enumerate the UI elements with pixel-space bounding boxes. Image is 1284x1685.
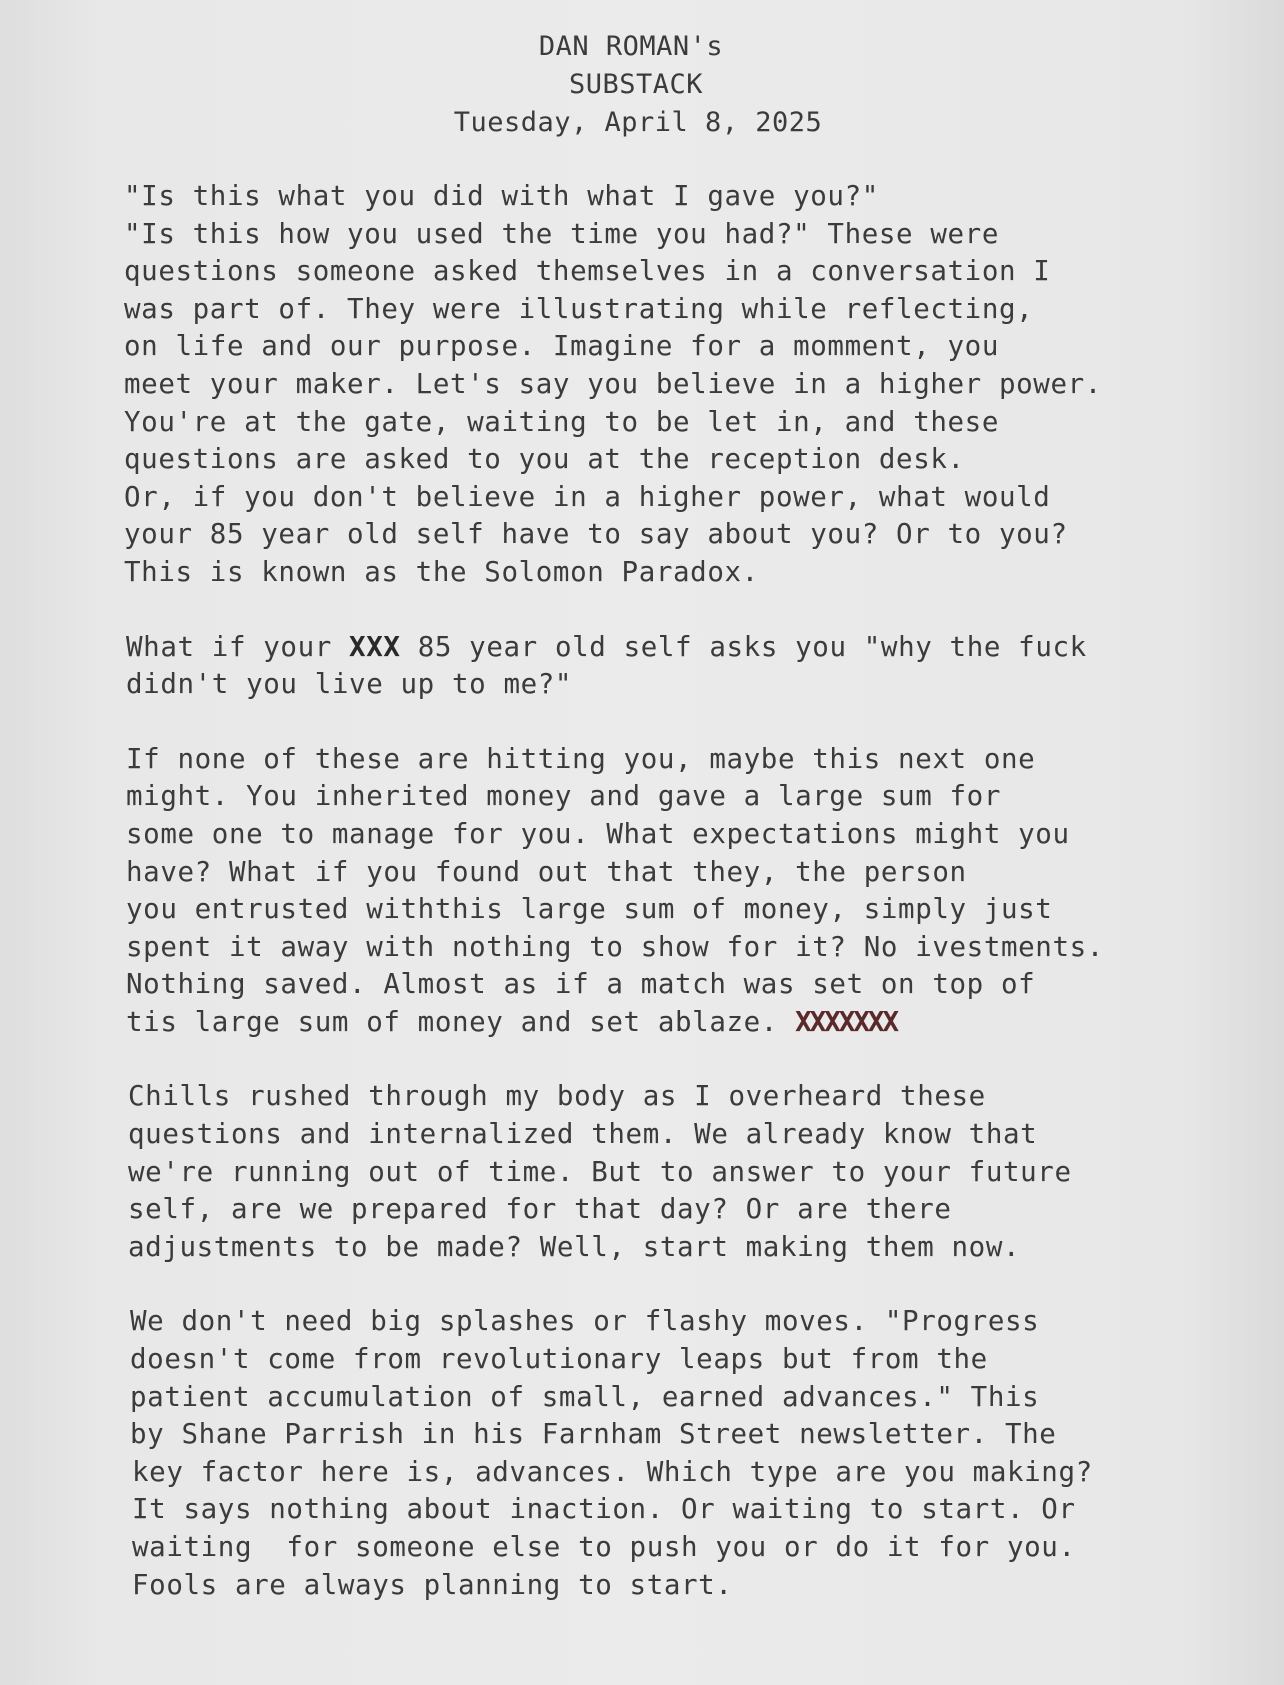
- text-line: key factor here is, advances. Which type are you making?: [132, 1455, 1093, 1488]
- text-line: by Shane Parrish in his Farnham Street newsletter. The: [130, 1418, 1057, 1451]
- text-line: If none of these are hitting you, maybe this next one: [126, 742, 1036, 775]
- text-line: meet your maker. Let's say you believe in a higher power.: [124, 367, 1102, 400]
- text-line: "Is this what you did with what I gave you?": [124, 180, 879, 212]
- text-line: adjustments to be made? Well, start making them now.: [128, 1230, 1021, 1263]
- text-line: your 85 year old self have to say about you? Or to you?: [124, 518, 1068, 551]
- text-line: on life and our purpose. Imagine for a momment, you: [124, 330, 999, 363]
- text-fragment: What if your: [126, 630, 350, 663]
- text-line: spent it away with nothing to show for it? No ivestments.: [126, 930, 1104, 963]
- paragraph-4: [124, 1078, 1204, 1266]
- text-line: [126, 629, 1206, 667]
- text-line: patient accumulation of small, earned advances." This: [130, 1380, 1040, 1413]
- text-line: didn't you live up to me?": [126, 668, 573, 701]
- post-date: Tuesday, April 8, 2025: [453, 107, 823, 138]
- text-line: Chills rushed through my body as I overheard these: [128, 1080, 986, 1113]
- struck-out-text: XXXXXXX: [795, 1005, 898, 1038]
- page-header: [0, 28, 1284, 142]
- text-line: This is known as the Solomon Paradox.: [124, 555, 759, 588]
- text-line: we're running out of time. But to answer to your future: [128, 1155, 1072, 1188]
- text-line: might. You inherited money and gave a large sum for: [126, 780, 1001, 813]
- text-line: "Is this how you used the time you had?" These were: [124, 217, 999, 250]
- letter-body: [124, 178, 1204, 1641]
- publication-name: SUBSTACK: [568, 69, 704, 100]
- paragraph-3: [124, 741, 1204, 1042]
- text-line: you entrusted withthis large sum of money, simply just: [126, 893, 1053, 926]
- paragraph-2: [124, 629, 1204, 704]
- text-line: Nothing saved. Almost as if a match was set on top of: [126, 968, 1036, 1001]
- text-line: doesn't come from revolutionary leaps but from the: [130, 1343, 988, 1376]
- text-line: It says nothing about inaction. Or waiting to start. Or: [132, 1493, 1076, 1526]
- text-line: questions are asked to you at the reception desk.: [124, 443, 965, 476]
- paragraph-5: [124, 1303, 1204, 1604]
- text-line: waiting for someone else to push you or do it for you.: [132, 1531, 1076, 1563]
- text-line: have? What if you found out that they, the person: [126, 855, 967, 888]
- author-name: DAN ROMAN's: [538, 31, 724, 62]
- text-line: questions and internalized them. We already know that: [128, 1118, 1038, 1151]
- text-fragment: 85 year old self asks you "why the fuck: [400, 630, 1087, 663]
- text-line: You're at the gate, waiting to be let in, and these: [124, 405, 999, 438]
- struck-out-text: XXX: [349, 630, 401, 663]
- text-line: [126, 1004, 1206, 1042]
- text-line: We don't need big splashes or flashy moves. "Progress: [130, 1305, 1040, 1338]
- text-line: self, are we prepared for that day? Or are there: [128, 1193, 952, 1226]
- text-line: some one to manage for you. What expectations might you: [126, 817, 1070, 850]
- text-fragment: tis large sum of money and set ablaze.: [126, 1005, 796, 1038]
- text-line: Fools are always planning to start.: [132, 1568, 733, 1601]
- text-line: Or, if you don't believe in a higher power, what would: [124, 480, 1051, 513]
- text-line: was part of. They were illustrating while reflecting,: [124, 292, 1034, 325]
- text-line: questions someone asked themselves in a conversation I: [124, 255, 1051, 288]
- paragraph-1: [124, 178, 1204, 592]
